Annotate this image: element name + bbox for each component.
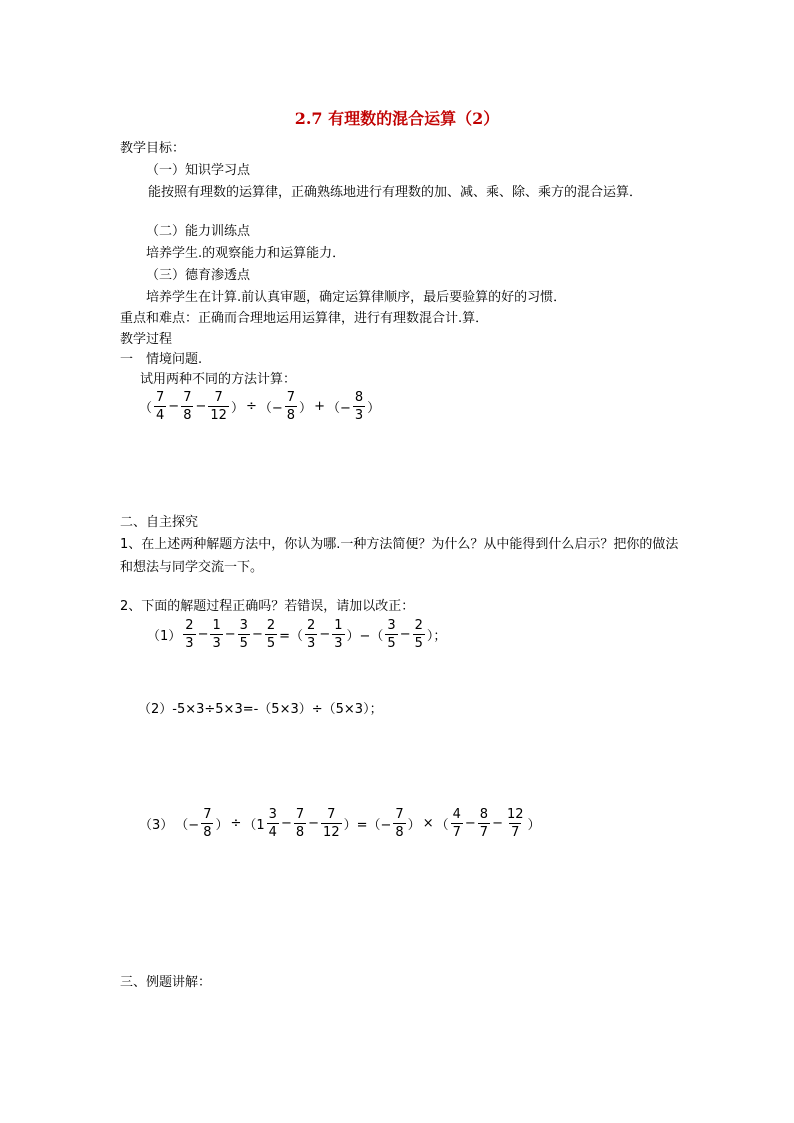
operator: − xyxy=(308,816,320,831)
fraction: $\frac{3}{5}$ xyxy=(387,618,396,651)
fraction: $\frac{7}{12}$ xyxy=(210,390,227,423)
problem-label: （1） xyxy=(147,629,182,644)
paren: （1 xyxy=(243,818,265,833)
question-1: 1、在上述两种解题方法中，你认为哪.一种方法简便？为什么？从中能得到什么启示？把你的做法和想法与同学交流一下。 xyxy=(120,537,679,575)
ability-heading: （二）能力训练点 xyxy=(146,224,251,239)
page-title: 2.7 有理数的混合运算（2） xyxy=(294,109,500,128)
operator: − xyxy=(197,627,209,642)
fraction: $\frac{2}{5}$ xyxy=(266,618,276,651)
section-1-heading: 一 情境问题. xyxy=(120,352,203,367)
fraction: $\frac{2}{3}$ xyxy=(307,618,316,651)
ability-text: 培养学生.的观察能力和运算能力． xyxy=(146,246,346,261)
expression-1 xyxy=(138,389,381,424)
operator: × xyxy=(422,816,434,831)
fraction: $\frac{2}{3}$ xyxy=(185,618,194,651)
fraction: $\frac{3}{5}$ xyxy=(239,618,248,651)
fraction: $\frac{7}{4}$ xyxy=(156,390,165,423)
fraction: $\frac{12}{7}$ xyxy=(506,807,524,840)
fraction: $\frac{1}{3}$ xyxy=(334,618,343,651)
section-3-heading: 三、例题讲解： xyxy=(120,975,212,990)
operator: − xyxy=(251,627,263,642)
operator: + xyxy=(314,399,325,414)
section-2-heading: 二、自主探究 xyxy=(120,515,199,530)
operator: ÷ xyxy=(245,399,257,414)
fraction: $\frac{7}{12}$ xyxy=(323,807,340,840)
section-1-prompt: 试用两种不同的方法计算： xyxy=(140,372,297,387)
fraction: $\frac{8}{3}$ xyxy=(354,390,364,423)
problem-1 xyxy=(146,617,447,652)
operator: − xyxy=(399,627,411,642)
paren: ） xyxy=(367,401,381,416)
problem-label: （3） xyxy=(139,818,174,833)
operator: =（ xyxy=(279,629,304,644)
operator: − xyxy=(464,816,476,831)
question-2: 2、下面的解题过程正确吗？若错误，请加以改正： xyxy=(120,599,415,614)
paren: ） xyxy=(527,818,541,833)
paren: ） xyxy=(215,818,229,833)
paren: （− xyxy=(175,818,200,833)
problem-2: （2）-5×3÷5×3=-（5×3）÷（5×3）； xyxy=(138,702,383,717)
operator: − xyxy=(280,816,292,831)
knowledge-heading: （一）知识学习点 xyxy=(146,163,251,178)
fraction: $\frac{3}{4}$ xyxy=(268,807,277,840)
paren: ） xyxy=(299,401,313,416)
operator: ）−（ xyxy=(346,629,384,644)
operator: − xyxy=(195,399,207,414)
fraction: $\frac{4}{7}$ xyxy=(452,807,461,840)
moral-heading: （三）德育渗透点 xyxy=(146,268,251,283)
operator: ÷ xyxy=(230,816,242,831)
fraction: $\frac{7}{8}$ xyxy=(183,390,192,423)
fraction: $\frac{7}{8}$ xyxy=(295,807,305,840)
operator: − xyxy=(224,627,236,642)
goals-heading: 教学目标： xyxy=(120,141,186,156)
paren: ） xyxy=(407,818,421,833)
operator: − xyxy=(492,816,503,831)
fraction: $\frac{7}{8}$ xyxy=(203,807,212,840)
paren: ）； xyxy=(426,629,447,644)
paren: ） xyxy=(230,401,244,416)
key-points: 重点和难点：正确而合理地运用运算律，进行有理数混合计.算． xyxy=(120,311,489,326)
operator: − xyxy=(168,399,180,414)
process-heading: 教学过程 xyxy=(120,332,173,347)
paren: （− xyxy=(326,401,351,416)
knowledge-text: 能按照有理数的运算律，正确熟练地进行有理数的加、减、乘、除、乘方的混合运算． xyxy=(148,185,643,200)
fraction: $\frac{7}{8}$ xyxy=(286,390,296,423)
fraction: $\frac{7}{8}$ xyxy=(395,807,404,840)
paren: （ xyxy=(435,818,449,833)
fraction: $\frac{8}{7}$ xyxy=(479,807,489,840)
operator: ）=（− xyxy=(343,818,392,833)
problem-3 xyxy=(138,806,542,841)
paren: （ xyxy=(139,401,153,416)
operator: − xyxy=(319,627,331,642)
fraction: $\frac{2}{5}$ xyxy=(414,618,423,651)
paren: （− xyxy=(258,401,283,416)
moral-text: 培养学生在计算.前认真审题，确定运算律顺序，最后要验算的好的习惯． xyxy=(146,290,567,305)
fraction: $\frac{1}{3}$ xyxy=(212,618,221,651)
